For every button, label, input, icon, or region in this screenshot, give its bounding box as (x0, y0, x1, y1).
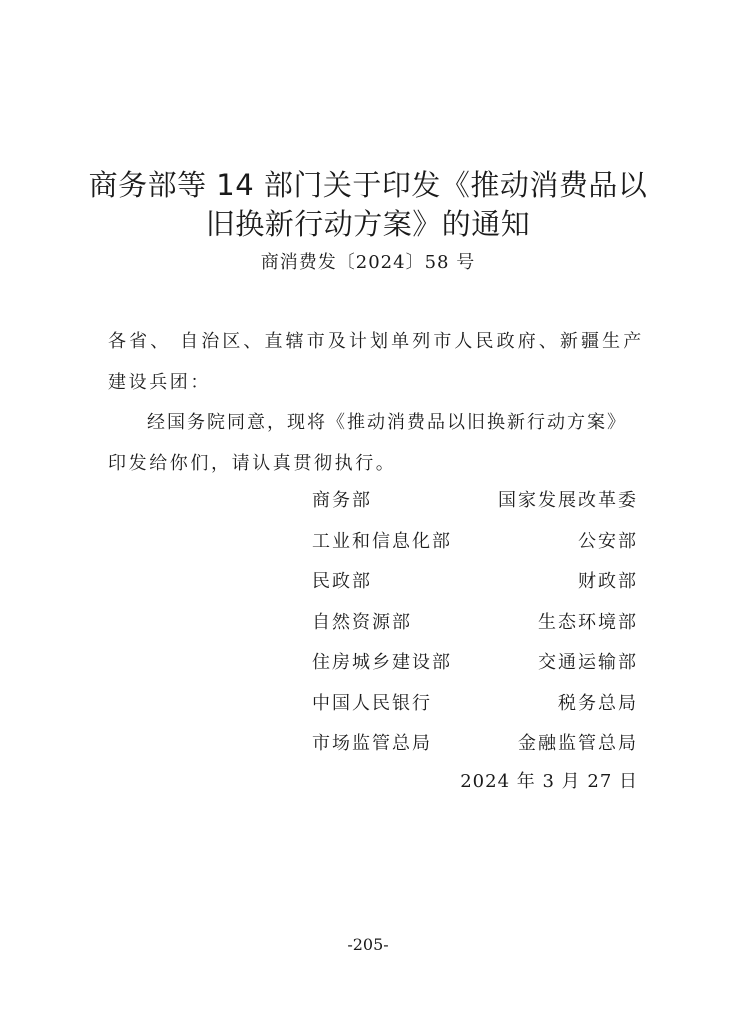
signatory-right: 金融监管总局 (518, 733, 638, 754)
signatory-row (312, 608, 638, 649)
signatory-row (312, 689, 638, 730)
signatory-right: 交通运输部 (538, 652, 638, 673)
signatory-row (312, 486, 638, 527)
signatory-row (312, 527, 638, 568)
signatory-right: 生态环境部 (538, 611, 638, 633)
issue-date: 2024 年 3 月 27 日 (460, 771, 638, 792)
signatory-right: 财政部 (578, 571, 638, 592)
signatory-left: 工业和信息化部 (312, 530, 452, 552)
salutation-line-2: 建设兵团： (108, 372, 211, 393)
signatory-right: 税务总局 (558, 692, 638, 714)
signatory-left: 中国人民银行 (312, 692, 432, 714)
signatory-right: 公安部 (578, 530, 638, 552)
signatory-left: 住房城乡建设部 (312, 652, 452, 673)
signatory-list (312, 486, 638, 770)
signatory-left: 市场监管总局 (312, 733, 432, 754)
signatory-row (312, 567, 638, 608)
body-paragraph-line-1: 经国务院同意，现将《推动消费品以旧换新行动方案》 (147, 412, 627, 433)
signatory-left: 商务部 (312, 490, 372, 511)
document-number: 商消费发〔2024〕58 号 (260, 252, 476, 273)
salutation-line-1: 各省、 自治区、直辖市及计划单列市人民政府、新疆生产 (108, 331, 645, 352)
signatory-row (312, 648, 638, 689)
signatory-right: 国家发展改革委 (498, 490, 638, 511)
document-title-line-2: 旧换新行动方案》的通知 (205, 207, 531, 241)
signatory-left: 民政部 (312, 571, 372, 592)
signatory-row (312, 729, 638, 770)
document-title-line-1: 商务部等 14 部门关于印发《推动消费品以 (88, 168, 648, 202)
signatory-left: 自然资源部 (312, 611, 412, 633)
body-paragraph-line-2: 印发给你们，请认真贯彻执行。 (108, 453, 397, 474)
page-number: -205- (347, 935, 389, 954)
